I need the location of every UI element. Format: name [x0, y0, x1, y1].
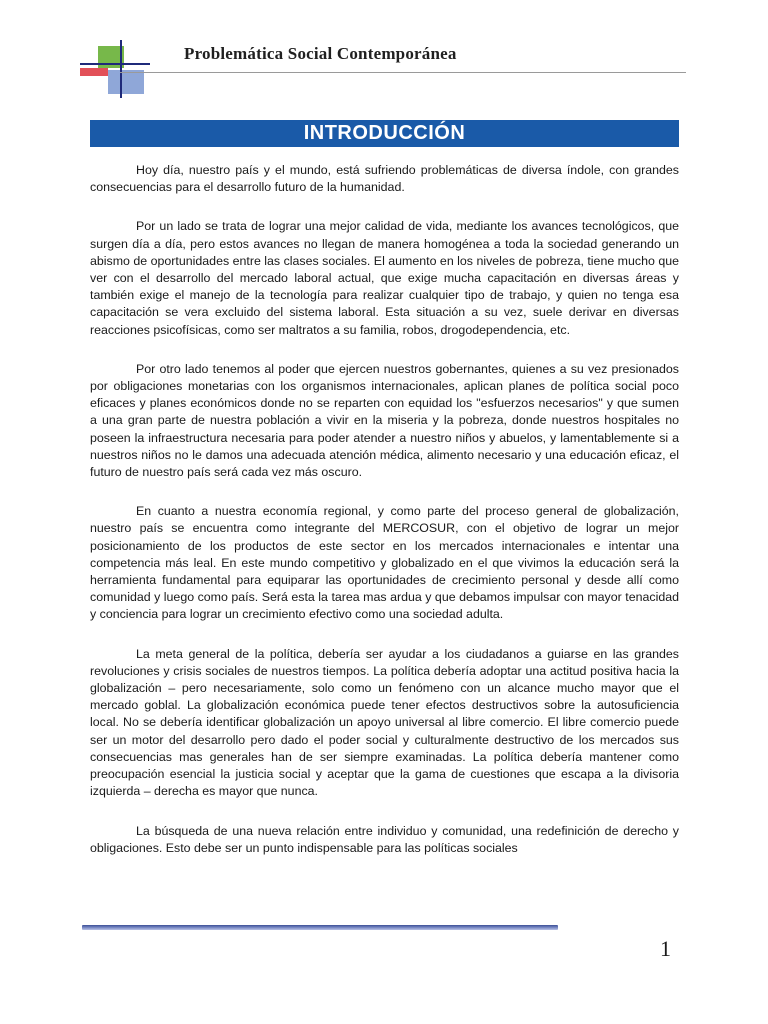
- footer-divider: [82, 925, 558, 930]
- section-title: INTRODUCCIÓN: [303, 122, 466, 144]
- header-logo: [80, 40, 150, 100]
- logo-vertical-line: [120, 40, 122, 98]
- header-divider: [120, 72, 686, 73]
- logo-horizontal-line: [80, 63, 150, 65]
- document-body: [90, 162, 679, 879]
- paragraph-4: En cuanto a nuestra economía regional, y como parte del proceso general de globalización, nuestro país se encuentra como integrante del MERCOSUR, con el objetivo de lograr un mejor posicionamiento de los productos de este sector en los mercados internacionales e intentar una competencia más leal. En este mundo competitivo y globalizado en el que vivimos la educación será la herramienta fundamental para equiparar las oportunidades de crecimiento personal y desde allí como comunidad y luego como país. Será esta la tarea mas ardua y que debamos impulsar con mayor tenacidad y conciencia para lograr un crecimiento efectivo como una sociedad adulta.: [90, 504, 679, 622]
- paragraph-6: La búsqueda de una nueva relación entre individuo y comunidad, una redefinición de derecho y obligaciones. Esto debe ser un punto indispensable para las políticas sociales: [90, 823, 679, 855]
- paragraph-2: Por un lado se trata de lograr una mejor calidad de vida, mediante los avances tecnológicos, que surgen día a día, pero estos avances no llegan de manera homogénea a toda la sociedad generando un abismo de oportunidades entre las clases sociales. El aumento en los niveles de pobreza, tiene mucho que ver con el desarrollo del mercado laboral actual, que exige mucha capacitación en diversas áreas y también exige el manejo de la tecnología para realizar cualquier tipo de trabajo, y quien no tenga esa capacitación se vera excluido del sistema laboral. Esta situación a su vez, suele derivar en diversas reacciones psicofísicas, como ser maltratos a su familia, robos, drogodependencia, etc.: [90, 219, 679, 337]
- logo-blue-square: [108, 70, 144, 94]
- paragraph-1: Hoy día, nuestro país y el mundo, está sufriendo problemáticas de diversa índole, con grandes consecuencias para el desarrollo futuro de la humanidad.: [90, 163, 679, 195]
- paragraph-3: Por otro lado tenemos al poder que ejercen nuestros gobernantes, quienes a su vez presionados por obligaciones monetarias con los organismos internacionales, aplican planes de política social poco eficaces y planes económicos donde no se reparten con equidad los "esfuerzos necesarios" y que sumen a una gran parte de nuestra población a vivir en la miseria y la pobreza, donde nuestros hospitales no poseen la infraestructura necesaria para poder atender a nuestro niños y abuelos, y lamentablemente si a nuestros niños no le damos una adecuada atención médica, alimento necesario y una educación eficaz, el futuro de nuestro país será cada vez más oscuro.: [90, 361, 679, 480]
- section-title-bar: [90, 120, 679, 147]
- logo-red-bar: [80, 68, 108, 76]
- document-header-title: Problemática Social Contemporánea: [184, 44, 457, 63]
- page-number: 1: [660, 936, 671, 961]
- paragraph-5: La meta general de la política, debería ser ayudar a los ciudadanos a guiarse en las grandes revoluciones y crisis sociales de nuestros tiempos. La política debería adoptar una actitud positiva hacia la globalización – pero necesariamente, solo como un fenómeno con un alcance mucho mayor que el mercado goblal. La globalización económica puede tener efectos destructivos sobre la autosuficiencia local. No se debería identificar globalización un apoyo universal al libre comercio. El libre comercio puede ser un motor del desarrollo pero dado el poder social y culturalmente destructivo de los mercados sus consecuencias mas generales han de ser siempre examinadas. La política debería mantener como preocupación esencial la justicia social y aceptar que la gama de cuestiones que escapa a la divisoria izquierda – derecha es mayor que nunca.: [90, 646, 679, 799]
